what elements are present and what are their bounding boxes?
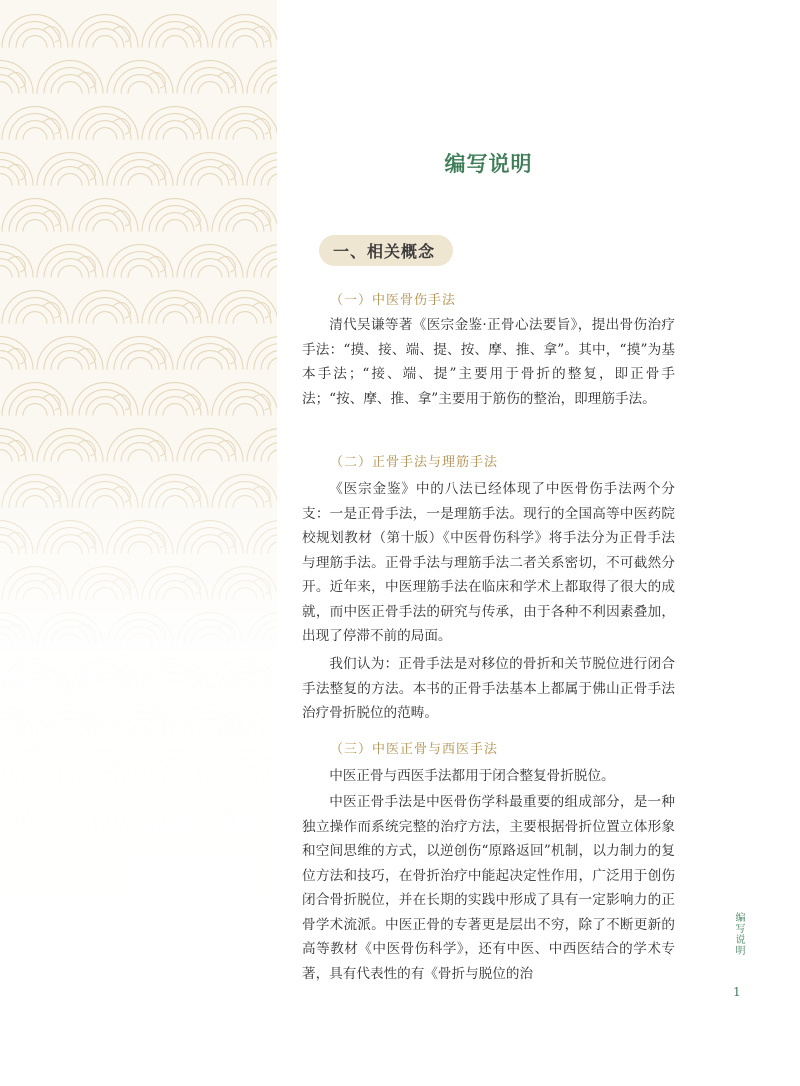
section-heading-label: 一、相关概念 (333, 242, 436, 261)
subheading-bone-setting-vs-tendon: （二）正骨手法与理筋手法 (330, 455, 499, 470)
subheading-bone-injury-manipulation: （一）中医骨伤手法 (330, 293, 457, 308)
paragraph-sub1: 清代吴谦等著《医宗金鉴·正骨心法要旨》，提出骨伤治疗手法：“摸、接、端、提、按、摩、推、拿”。其中，“摸”为基本手法；“接、端、提”主要用于骨折的整复，即正骨手法；“按、摩、推、拿”主要用于筋伤的整治，即理筋手法。 (302, 317, 675, 407)
wave-fade-overlay (0, 0, 277, 1086)
subheading-tcm-vs-western: （三）中医正骨与西医手法 (330, 742, 499, 757)
paragraph-sub2-1: 《医宗金鉴》中的八法已经体现了中医骨伤手法两个分支：一是正骨手法，一是理筋手法。现行的全国高等中医药院校规划教材（第十版）《中医骨伤科学》将手法分为正骨手法与理筋手法。正骨手法与理筋手法二者关系密切，不可截然分开。近年来，中医理筋手法在临床和学术上都取得了很大的成就，而中医正骨手法的研究与传承，由于各种不利因素叠加，出现了停滞不前的局面。 (302, 481, 675, 644)
page-title: 编写说明 (444, 152, 533, 176)
wave-pattern-panel (0, 0, 277, 1086)
side-section-label: 编写说明 (733, 912, 744, 956)
paragraph-sub2-2: 我们认为：正骨手法是对移位的骨折和关节脱位进行闭合手法整复的方法。本书的正骨手法基本上都属于佛山正骨手法治疗骨折脱位的范畴。 (302, 656, 675, 721)
paragraph-sub3-1: 中医正骨与西医手法都用于闭合整复骨折脱位。 (329, 768, 615, 784)
page-number: 1 (733, 985, 741, 999)
section-heading-concepts (319, 235, 453, 266)
paragraph-sub3-2: 中医正骨手法是中医骨伤学科最重要的组成部分，是一种独立操作而系统完整的治疗方法，主要根据骨折位置立体形象和空间思维的方式，以逆创伤“原路返回”机制，以力制力的复位方法和技巧，在骨折治疗中能起决定性作用，广泛用于创伤闭合骨折脱位，并在长期的实践中形成了具有一定影响力的正骨学术流派。中医正骨的专著更是层出不穷，除了不断更新的高等教材《中医骨伤科学》，还有中医、中西医结合的学术专著，具有代表性的有《骨折与脱位的治 (302, 794, 675, 982)
